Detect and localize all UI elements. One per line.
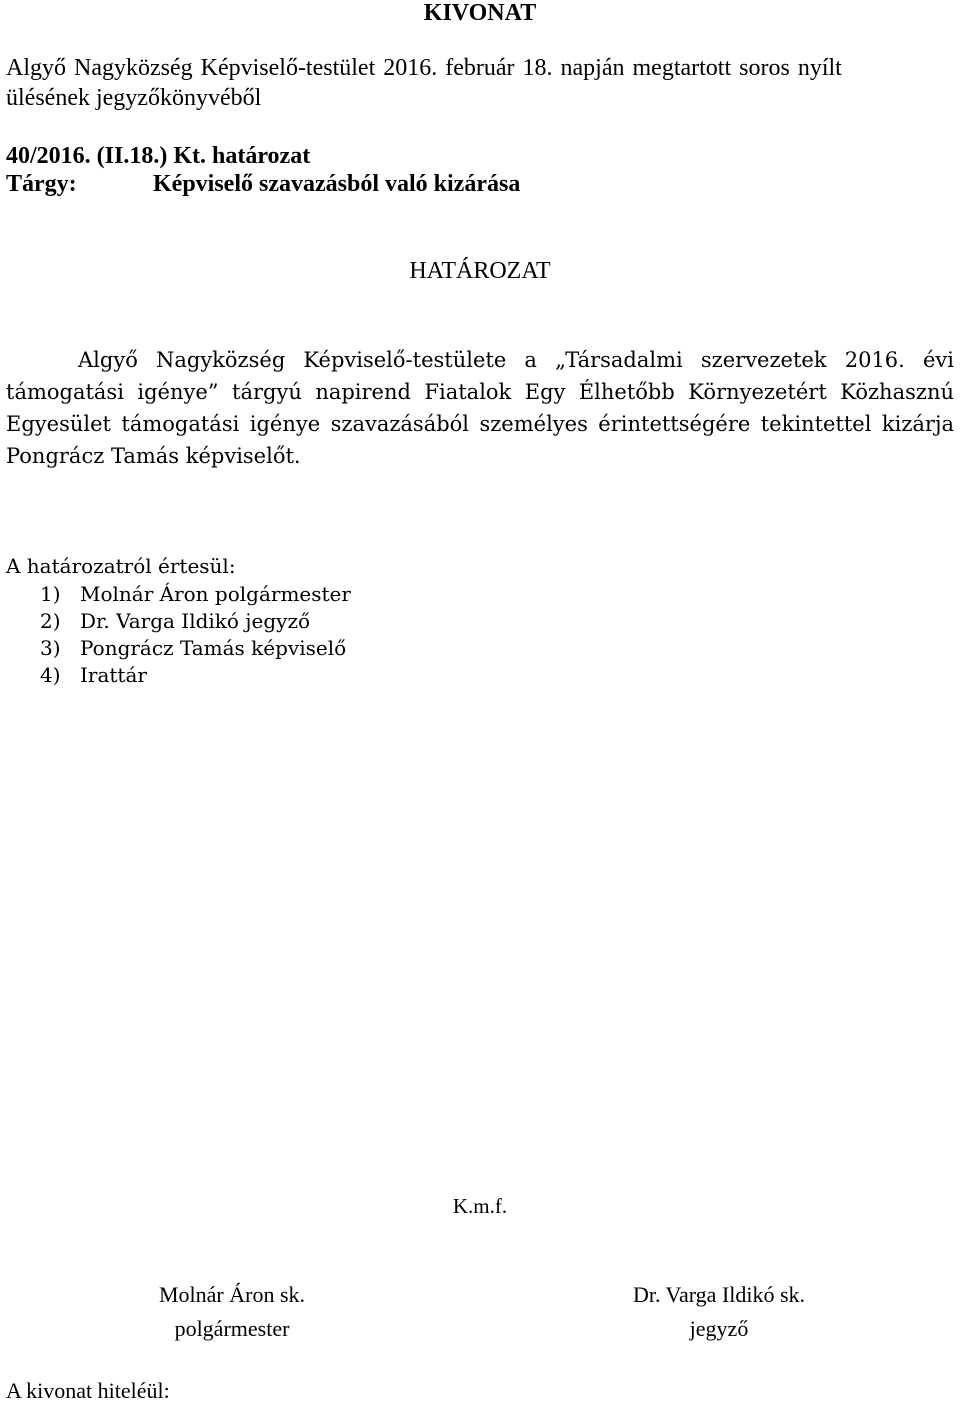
notify-list-item — [40, 607, 310, 635]
list-text: Molnár Áron polgármester — [80, 582, 351, 606]
signature-right-title: jegyző — [689, 1316, 749, 1341]
list-number: 3) — [40, 636, 61, 660]
list-number: 2) — [40, 609, 61, 633]
subject-label: Tárgy: — [6, 171, 77, 197]
body-line: támogatási igénye” tárgyú napirend Fiatalok Egy Élhetőbb Környezetért Közhasznú — [6, 380, 954, 404]
list-text: Pongrácz Tamás képviselő — [80, 636, 347, 660]
body-line: Algyő Nagyközség Képviselő-testülete a „Társadalmi szervezetek 2016. évi — [78, 348, 954, 372]
body-line: Egyesület támogatási igénye szavazásából személyes érintettségére tekintettel kizárja — [6, 412, 954, 436]
notify-label: A határozatról értesül: — [6, 554, 236, 578]
signature-right-name: Dr. Varga Ildikó sk. — [632, 1282, 806, 1307]
list-text: Irattár — [80, 663, 147, 687]
body-line: Pongrácz Tamás képviselőt. — [6, 444, 301, 468]
resolution-number: 40/2016. (II.18.) Kt. határozat — [6, 143, 311, 169]
kmf-marker: K.m.f. — [452, 1194, 508, 1218]
header-line-1: Algyő Nagyközség Képviselő-testület 2016. február 18. napján megtartott soros nyílt — [6, 55, 842, 81]
notify-list-item — [40, 580, 351, 608]
notify-list-item — [40, 634, 346, 662]
resolution-heading: HATÁROZAT — [409, 258, 551, 284]
notify-list-item — [40, 661, 147, 689]
subject-text: Képviselő szavazásból való kizárása — [153, 171, 521, 197]
header-line-2: ülésének jegyzőkönyvéből — [6, 85, 262, 111]
signature-left-name: Molnár Áron sk. — [158, 1282, 306, 1307]
list-number: 4) — [40, 663, 61, 687]
document-title: KIVONAT — [423, 0, 537, 26]
signature-left-title: polgármester — [174, 1316, 290, 1341]
certified-label: A kivonat hiteléül: — [6, 1378, 170, 1403]
list-text: Dr. Varga Ildikó jegyző — [80, 609, 311, 633]
list-number: 1) — [40, 582, 61, 606]
